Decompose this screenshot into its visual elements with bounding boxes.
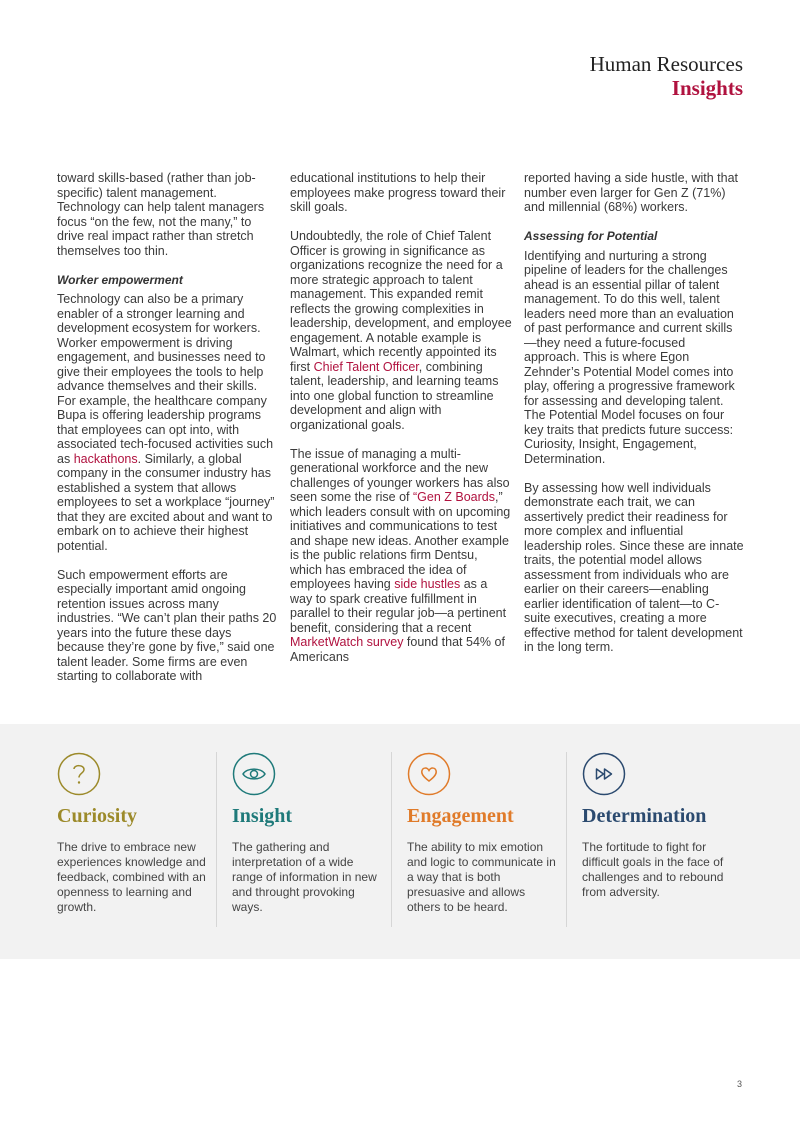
paragraph: The issue of managing a multi-generational workforce and the new challenges of younger workers has also seen some the rise of “Gen Z Boards,” which leaders consult with on upcoming initiatives and communications to test and shape new ideas. Another example is the public relations firm Dentsu, which has embraced the idea of employees having side hustles as a way to spark creative fulfillment in parallel to their regular job—a pertinent benefit, considering that a recent MarketWatch survey found that 54% of Americans [290,446,511,664]
trait-name: Engagement [407,805,514,827]
paragraph: Such empowerment efforts are especially important amid ongoing retention issues across many industries. “We can’t plan their paths 20 years into the future these days because they’re gone by five,” said one talent leader. Some firms are even starting to collaborate with [57,567,277,683]
divider [391,752,392,927]
trait-description: The gathering and interpretation of a wide range of information in new and throught provoking ways. [232,840,377,914]
subheading-assessing-for-potential: Assessing for Potential [524,229,658,243]
trait-description: The fortitude to fight for difficult goals in the face of challenges and to rebound from adversity. [582,840,724,899]
paragraph: Technology can also be a primary enabler of a stronger learning and development ecosystem for workers. Worker empowerment is driving engagement, and businesses need to give their employees the tools to help advance themselves and their skills. For example, the healthcare company Bupa is offering leadership programs that employees can opt into, with associated tech-focused activities such as hackathons. Similarly, a global company in the consumer industry has established a system that allows employees to set a workplace “journey” that they are excited about and want to embark on to achieve their highest potential. [57,292,275,553]
hackathons-link[interactable]: hackathons [73,451,138,466]
paragraph: By assessing how well individuals demonstrate each trait, we can assertively predict their readiness for more complex and influential leadership roles. Since these are innate traits, the potential model allows assessment from individuals who are earlier on their careers—enabling earlier identification of talent—to C-suite executives, creating a more effective method for talent development in the long term. [524,480,744,654]
paragraph: educational institutions to help their employees make progress toward their skill goals. [290,171,506,214]
question-icon [57,752,101,796]
heart-icon [407,752,451,796]
page-header [590,52,743,100]
trait-curiosity [57,752,207,915]
trait-name: Insight [232,805,293,827]
trait-name: Determination [582,805,707,827]
trait-determination [582,752,732,900]
paragraph: reported having a side hustle, with that number even larger for Gen Z (71%) and millennial (68%) workers. [524,171,739,214]
column-2 [290,171,512,679]
column-1 [57,171,277,698]
page-number: 3 [736,1079,742,1089]
header-title: Human Resources [589,52,743,76]
paragraph: toward skills-based (rather than job-specific) talent management. Technology can help talent managers focus “on the few, not the many,” to drive real impact rather than stretch themselves too thin. [57,171,265,258]
divider [216,752,217,927]
trait-name: Curiosity [57,805,137,827]
marketwatch-survey-link[interactable]: MarketWatch survey [290,635,404,649]
trait-insight [232,752,382,915]
paragraph: Identifying and nurturing a strong pipeline of leaders for the challenges ahead is an essential pillar of talent management. To do this well, talent leaders need more than an evaluation of past performance and current skills—they need a future-focused approach. This is where Egon Zehnder’s Potential Model comes into play, offering a progressive framework for assessing and developing talent. The Potential Model focuses on four key traits that predicts future success: Curiosity, Insight, Engagement, Determination. [524,248,735,466]
fast-forward-icon [582,752,626,796]
trait-description: The drive to embrace new experiences knowledge and feedback, combined with an openness to learning and growth. [57,840,206,914]
side-hustles-link[interactable]: side hustles [394,577,461,591]
gen-z-boards-link[interactable]: “Gen Z Boards [412,490,495,504]
header-subtitle: Insights [671,76,743,100]
paragraph: Undoubtedly, the role of Chief Talent Officer is growing in significance as organizations recognize the need for a more strategic approach to talent management. This expanded remit reflects the growing complexities in leadership, development, and employee engagement. A notable example is Walmart, which recently appointed its first Chief Talent Officer, combining talent, leadership, and learning teams into one global function to streamline development and align with organizational goals. [290,229,512,432]
chief-talent-officer-link[interactable]: Chief Talent Officer [313,359,419,374]
divider [566,752,567,927]
eye-icon [232,752,276,796]
trait-engagement [407,752,557,915]
trait-description: The ability to mix emotion and logic to communicate in a way that is both presuasive and allows others to be heard. [407,840,556,914]
subheading-worker-empowerment: Worker empowerment [57,272,183,287]
traits-band [0,724,800,959]
column-3 [524,171,744,669]
